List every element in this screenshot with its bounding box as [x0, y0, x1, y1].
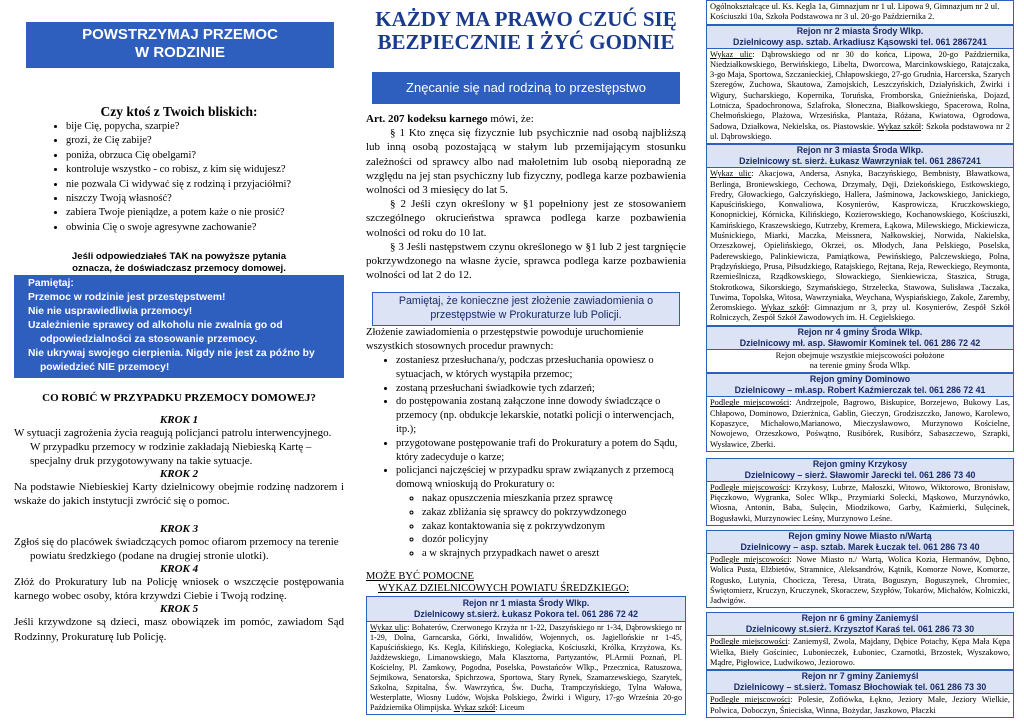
report-intro: Złożenie zawiadomienia o przestępstwie powoduje uruchomienie wszystkich stosownych procedur prawnych: — [366, 327, 644, 353]
question-item: • grozi, że Cię zabije? — [66, 134, 344, 148]
district-4-officer: Dzielnicowy mł. asp. Sławomir Kominek tel. 061 286 72 42 — [739, 337, 981, 348]
column-middle — [366, 0, 686, 724]
district-6-header — [706, 458, 1014, 482]
main-banner — [26, 22, 334, 68]
district-4-header — [706, 326, 1014, 350]
article-par-3: § 3 Jeśli następstwem czynu określonego w §1 lub 2 jest targnięcie pokrzywdzonego na własne życie, sprawca podlega karze pozbawienia wolności od lat 2 do 12. — [366, 240, 686, 282]
district-9-places-label: Podległe miejscowości — [710, 695, 791, 705]
district-3-schools-text: : Gimnazjum nr 3, przy ul. Kosynierów, Zespół Szkół Rolniczych, Zespół Szkół Zawodowych im. H. Cegielskiego. — [710, 303, 1010, 323]
warning-line: Pamiętaj: — [28, 278, 74, 290]
column-left — [14, 0, 344, 724]
note-line-2: oznacza, że doświadczasz przemocy domowej. — [72, 263, 286, 275]
district-4-info-line: Rejon obejmuje wszystkie miejscowości położone — [775, 350, 945, 360]
district-6-places-text: : Krzykosy, Lubrze, Małoszki, Witowo, Wiktorowo, Bronisław, Pięczkowo, Wygranka, Solec Wlkp., Przymiarki Solecki, Mąskowo, Murzynówko, Wiosna, Antonin, Baba, Sulęcin, Miodzikowo, Garby, Kaźmierki, Sulęcinek, Bogusławki, Murzynowiec Leśny, Murzynowo Leśne. — [710, 482, 1010, 523]
district-7-places-label: Podległe miejscowości — [710, 554, 790, 564]
district-7-name: Rejon gminy Nowe Miasto n/Wartą — [788, 530, 932, 541]
report-reminder-box — [372, 292, 680, 326]
step-2-title: KROK 2 — [159, 468, 199, 481]
question-item: • nie pozwala Ci widywać się z rodziną i przyjaciółmi? — [66, 178, 344, 192]
step-1-text: W sytuacji zagrożenia życia reagują policjanci patrolu interwencyjnego. W przypadku przemocy w rodzinie zakładają Niebieską Kartę – specjalny druk przygotowywany na takie sytuacje. — [14, 426, 332, 467]
district-7-header — [706, 530, 1014, 554]
district-1-schools-continued: Ogólnokształcące ul. Ks. Kegla 1a, Gimnazjum nr 1 ul. Lipowa 9, Gimnazjum nr 2 ul. Kościuszki 10a, Szkoła Podstawowa nr 3 ul. 20-go Października 2. — [706, 0, 1014, 25]
crime-banner — [372, 72, 680, 104]
measure-item: ◦ dozór policyjny — [422, 533, 686, 547]
procedure-item: • przygotowane postępowanie trafi do Prokuratury a potem do Sądu, który zadecyduje o karze; — [396, 437, 686, 465]
step-2-text: Na podstawie Niebieskiej Karty dzielnicowy obejmie rodzinę nadzorem i wskaże do jakich instytucji zwrócić się o pomoc. — [14, 481, 344, 508]
step-4-text: Złóż do Prokuratury lub na Policję wniosek o wszczęcie postępowania karnego wobec osoby, która krzywdzi Ciebie i Twoją rodzinę. — [14, 576, 344, 603]
district-1-streets-text: : Bohaterów, Czerwonego Krzyża nr 1-22, Daszyńskiego nr 1-34, Dąbrowskiego nr 1-29, Dolna, Garncarska, Górki, Inwalidów, Wojennych, os. Jagiellońskie nr 1-45, Kapuścińskiego, Ks. Kegla, Kilińskiego, Kolegiacka, Kościuszki, Królka, Krzyżowa, Ks. Jażdżewskiego, Limanowskiego, Mała Klasztorna, Partyzantów, Pl.Armii Poznań, Pl. Kościelny, Pl. Zamkowy, Pogodna, Poselska, Powstańców Wlkp., Przecznica, Ratuszowa, Sejmikowa, Senatorska, Spichrzowa, Sportowa, Stary Rynek, Szamarzewskiego, Szarytek, Szkolna, Szpitalna, Św. Wawrzyńca, Św. Ducha, Trampczyńskiego, Tylna Wałowa, Westerplatte, Wiosny Ludów, Wojska Polskiego, Żwirki i Wigury, 17-go Września 20-go Października Olimpijska. — [370, 622, 682, 712]
district-9-officer: Dzielnicowy – st.sierż. Tomasz Błochowiak tel. 061 286 73 30 — [733, 682, 987, 693]
step-4-title: KROK 4 — [159, 563, 199, 576]
measures-list — [366, 492, 686, 561]
procedure-item: • do postępowania zostaną załączone inne dowody świadczące o przemocy (np. obdukcje lekarskie, notatki policji o interwencjach, itp.); — [396, 395, 686, 436]
district-8-places-label: Podległe miejscowości — [710, 637, 788, 647]
district-3-header — [706, 144, 1014, 168]
column-right — [706, 0, 1014, 724]
report-reminder-text: Pamiętaj, że konieczne jest złożenie zawiadomienia o przestępstwie w Prokuraturze lub Policji. — [398, 295, 654, 321]
officers-heading: WYKAZ DZIELNICOWYCH POWIATU ŚREDZKIEGO: — [378, 582, 630, 594]
procedure-item: • zostaniesz przesłuchana/y, podczas przesłuchania opowiesz o sytuacjach, w których wystąpiła przemoc; — [396, 354, 686, 382]
measure-item: ◦ nakaz opuszczenia mieszkania przez sprawcę — [422, 492, 686, 506]
district-6-places-label: Podległe miejscowości — [710, 482, 789, 492]
district-9-places — [706, 694, 1014, 718]
district-2-schools-text: : Szkoła podstawowa nr 2 ul. Dąbrowskiego. — [710, 121, 1010, 141]
step-1-title: KROK 1 — [159, 413, 199, 426]
article-par-1: § 1 Kto znęca się fizycznie lub psychicznie nad osobą najbliższą lub inną osobą pozostającą w stałym lub przemijającym stosunku zależności od sprawcy albo nad małoletnim lub osobą nieporadną ze względu na jej stan psychiczny lub fizyczny, podlega karze pozbawienia wolności od 3 miesięcy do lat 5. — [366, 127, 686, 197]
question-heading: Czy ktoś z Twoich bliskich: — [100, 104, 258, 119]
warning-line: powiedzieć NIE przemocy! — [40, 361, 170, 373]
question-item: • niszczy Twoją własność? — [66, 192, 344, 206]
district-5-places-label: Podległe miejscowości — [710, 398, 790, 408]
warning-box — [14, 275, 344, 377]
district-8-header — [706, 612, 1014, 636]
district-6-officer: Dzielnicowy – sierż. Sławomir Jarecki tel. 061 286 73 40 — [744, 469, 976, 480]
step-5-title: KROK 5 — [159, 603, 199, 616]
main-title: KAŻDY MA PRAWO CZUĆ SIĘ BEZPIECZNIE I ŻYĆ GODNIE — [375, 7, 677, 54]
district-2-header — [706, 25, 1014, 49]
question-item: • obwinia Cię o swoje agresywne zachowanie? — [66, 221, 344, 235]
district-1-header — [366, 596, 686, 622]
procedure-list — [366, 354, 686, 492]
helpful-heading: MOŻE BYĆ POMOCNE — [366, 570, 474, 582]
article-intro-rest: mówi, że: — [487, 113, 534, 125]
district-6-name: Rejon gminy Krzykosy — [812, 458, 908, 469]
district-4-info-line: na terenie gminy Środa Wlkp. — [809, 361, 911, 371]
question-item: • bije Cię, popycha, szarpie? — [66, 120, 344, 134]
crime-banner-text: Znęcanie się nad rodziną to przestępstwo — [406, 80, 646, 95]
district-5-places-text: : Andrzejpole, Bagrowo, Biskupice, Borzejewo, Bukowy Las, Chłapowo, Dominowo, Dzierżnica, Gablin, Gieczyn, Grodziszczko, Janowo, Karolewo, Kopaszyce, Michałowo,Marianowo, Mieczysławowo, Murzynowo Kościelne, Nowojewo, Orzeszkowo, Pośwątno, Rusibórek, Rusibórz, Sabaszczewo, Szrapki, Wysławice, Zberki. — [710, 398, 1010, 449]
district-2-schools-label: Wykaz szkół — [877, 121, 922, 131]
district-5-officer: Dzielnicowy – mł.asp. Robert Kaźmierczak tel. 061 286 72 41 — [734, 385, 986, 396]
district-8-places — [706, 636, 1014, 670]
district-5-header — [706, 373, 1014, 397]
district-1-streets — [366, 622, 686, 715]
step-3-text: Zgłoś się do placówek świadczących pomoc ofiarom przemocy na terenie powiatu średzkiego (podane na drugiej stronie ulotki). — [14, 535, 339, 562]
note-line-1: Jeśli odpowiedziałeś TAK na powyższe pytania — [71, 251, 287, 263]
district-9-places-text: : Polesie, Zofiówka, Łękno, Jeziory Małe, Jeziory Wielkie, Polwica, Doboczyn, Śnieciska, Winna, Bożydar, Jaszkowo, Płaczki — [710, 695, 1010, 715]
district-1-officer: Dzielnicowy st.sierż. Łukasz Pokora tel. 061 286 72 42 — [414, 608, 638, 619]
district-2-streets — [706, 49, 1014, 145]
question-list — [14, 120, 344, 235]
article-intro — [366, 112, 686, 126]
district-3-streets — [706, 168, 1014, 325]
district-7-officer: Dzielnicowy – asp. sztab. Marek Łuczak tel. 061 286 73 40 — [740, 541, 980, 552]
main-banner-text: POWSTRZYMAJ PRZEMOC W RODZINIE — [82, 26, 278, 61]
district-6-places — [706, 482, 1014, 526]
warning-line: Przemoc w rodzinie jest przestępstwem! — [28, 292, 226, 304]
question-item: • kontroluje wszystko - co robisz, z kim się widujesz? — [66, 163, 344, 177]
question-item: • zabiera Twoje pieniądze, a potem każe o nie prosić? — [66, 206, 344, 220]
district-3-name: Rejon nr 3 miasta Środa Wlkp. — [796, 145, 924, 156]
procedure-item: • policjanci najczęściej w przypadku spraw związanych z przemocą domową wnioskują do Prokuratury o: — [396, 464, 686, 492]
district-7-places-text: : Nowe Miasto n./ Wartą, Wolica Kozia, Hermanów, Dębno, Wolica Pusta, Elżbietów, Stramnice, Aleksandrów, Kątnik, Komorze Nowe, Komorze, Rogusko, Lutynia, Chocicza, Teresa, Utrata, Boguszyn, Boguszynek, Chromiec, Świętomierz, Kruczyn, Kruczynek, Skoraczew, Szypłów, Tokarów, Michałów, Kolniczki, Jadwigów. — [710, 554, 1010, 606]
district-5-name: Rejon gminy Dominowo — [809, 374, 911, 385]
district-1-schools-label: Wykaz szkół — [453, 702, 496, 712]
district-3-streets-label: Wykaz ulic — [710, 169, 752, 179]
district-4-info — [706, 350, 1014, 374]
district-3-schools-label: Wykaz szkół — [761, 303, 808, 313]
article-par-2: § 2 Jeśli czyn określony w §1 popełniony jest ze stosowaniem szczególnego okrucieństwa sprawca podlega karze pozbawienia wolności od roku do 10 lat. — [366, 198, 686, 239]
district-1-streets-label: Wykaz ulic — [370, 622, 408, 632]
article-ref: Art. 207 kodeksu karnego — [366, 113, 488, 125]
district-4-name: Rejon nr 4 gminy Środa Wlkp. — [797, 326, 923, 337]
warning-line: odpowiedzialności za stosowanie przemocy. — [40, 333, 258, 345]
steps-title: CO ROBIĆ W PRZYPADKU PRZEMOCY DOMOWEJ? — [42, 391, 316, 404]
district-3-streets-text: : Akacjowa, Andersa, Asnyka, Baczyńskiego, Bembnisty, Bławatkowa, Berlinga, Broniewskiego, Cechowa, Drzymały, Dęji, Dziekońskiego, Estkowskiego, Fredry, Głowackiego, Gałczyńskiego, Hallera, Jaśminowa, Jackowskiego, Janickiego, Kapuścińskiego, Konwaliowa, Kosynierów, Kasprowicza, Kruczkowskiego, Konopnickiej, Kórnicka, Kilińskiego, Kozierowskiego, Kochanowskiego, Kościuszki, Kamińskiego, Kraszewskiego, Kutrzeby, Kremera, Łąkowa, Milewskiego, Mickiewicza, Muśnickiego, Miarki, Maczka, Meissnera, Nałkowskiej, Norwida, Nakielska, Orzeszkowej, Opielińskiego, Okrzei, os. Młodych, Jana Pelskiego, Poselska, Paderewskiego, Palinkiewicza, Pamiątkowa, Pewińskiego, Palczewskiego, Polna, Prądzyńskiego, Prusa, Piłsudzkiego, Ratajskiego, Rejtana, Reja, Reweckiego, Reymonta, Rzemieślnicza, Rządkowskiego, Słowackiego, Sienkiewicza, Staszica, Struga, Stokrotkowa, Sikorskiego, Szymańskiego, Strzelecka, Stawowa, Sulisława ,Taczaka, Tuwima, Topolska, Witosa, Wawrzyniaka, Weychana, Wyspiańskiego, Zakole, Zaremby, Żeromskiego. — [710, 169, 1010, 313]
warning-line: Nie ukrywaj swojego cierpienia. Nigdy nie jest za późno by — [28, 347, 315, 359]
measure-item: ◦ zakaz kontaktowania się z pokrzywdzonym — [422, 520, 686, 534]
warning-line: Uzależnienie sprawcy od alkoholu nie zwalnia go od — [28, 319, 283, 331]
step-3-title: KROK 3 — [159, 522, 199, 535]
district-5-places — [706, 397, 1014, 451]
warning-line: Nie nie usprawiedliwia przemocy! — [28, 306, 193, 318]
district-8-name: Rejon nr 6 gminy Zaniemyśl — [801, 613, 919, 624]
district-1-schools-text: : Liceum — [495, 702, 525, 712]
district-2-name: Rejon nr 2 miasta Środy Wlkp. — [796, 25, 924, 36]
district-2-officer: Dzielnicowy asp. sztab. Arkadiusz Kąsowski tel. 061 2867241 — [733, 36, 987, 47]
district-2-streets-text: : Dąbrowskiego od nr 30 do końca, Lipowa, 20-go Października, Niedziałkowskiego, Berwińskiego, Libelta, Dworcowa, Marcinkowskiego, Ratajczaka, 3-go Maja, Sportowa, Szczanieckiej, Chłapowskiego, 27-go Grudnia, Harcerska, Szarych Szeregów, Zuchowa, Skautowa, Zamojskich, Leszczyńskich, Działyńskich, Żwirki i Wigury, Sucharskiego, Kopernika, Toruńska, Fromborska, Gnieźnieńska, Dojazd, Lotnicza, Spadochronowa, Szlafroka, Słoneczna, Białkowskiego, Spacerowa, Rolna, Chełmońskiego, Plażowa, Wrzesińska, Plantaża, Różana, Kwiatowa, Ogrodowa, Sadowa, Działkowa, Nekielska, os. Piastowskie. — [710, 49, 1011, 131]
district-3-officer: Dzielnicowy st. sierż. Łukasz Wawrzyniak tel. 061 2867241 — [739, 156, 981, 167]
step-5-text: Jeśli krzywdzone są dzieci, masz obowiązek im pomóc, zawiadom Sąd Rodzinny, Prokuraturę lub Policję. — [14, 616, 344, 643]
procedure-item: • zostaną przesłuchani świadkowie tych zdarzeń; — [396, 382, 686, 396]
question-item: • poniża, obrzuca Cię obelgami? — [66, 149, 344, 163]
district-1-name: Rejon nr 1 miasta Środy Wlkp. — [462, 597, 590, 608]
district-7-places — [706, 554, 1014, 608]
district-9-header — [706, 670, 1014, 694]
district-8-places-text: : Zaniemyśl, Zwola, Majdany, Dębice Potachy, Kępa Mała Kępa Wielka, Bieły Gościniec, Lubonieczek, Łuboniec, Czarnotki, Brzostek, Wyszakowo, Mądre, Pigłowice, Ludwikowo, Jeziorowo. — [710, 637, 1011, 668]
district-8-officer: Dzielnicowy st.sierż. Krzysztof Karaś tel. 061 286 73 30 — [745, 624, 975, 635]
district-2-streets-label: Wykaz ulic — [710, 49, 753, 59]
district-9-name: Rejon nr 7 gminy Zaniemyśl — [801, 671, 919, 682]
measure-item: ◦ zakaz zbliżania się sprawcy do pokrzywdzonego — [422, 506, 686, 520]
measure-item: ◦ a w skrajnych przypadkach nawet o areszt — [422, 547, 686, 561]
